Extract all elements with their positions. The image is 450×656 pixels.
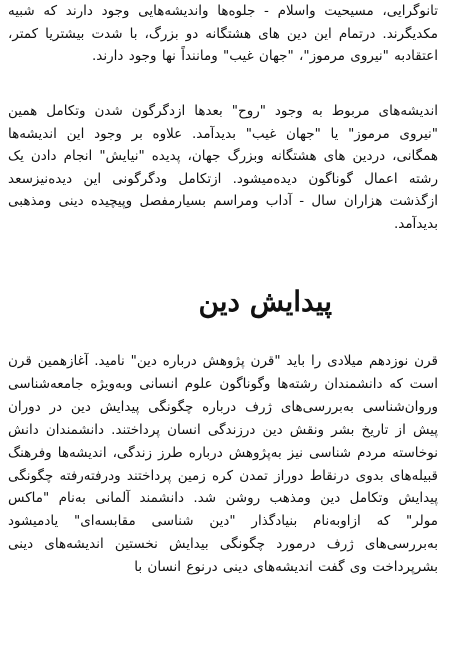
paragraph-3: قرن نوزدهم میلادی را باید "قرن پژوهش درباره دین" نامید. آغازهمین قرن است که دانشمندان رشته‌ها وگوناگون علوم انسانی وبه‌ویژه جامعه‌شناسی وروان‌شناسی به‌بررسی‌های ژرف درباره چگونگی پیدایش دین در دوران پیش از تاریخ بشر ونقش دین درزندگی انسان پرداختند. دانشمندان دانش نوخاسته مردم شناسی نیز به‌پژوهش درباره طرز زندگی، اندیشه‌ها وفرهنگ قبیله‌های بدوی درنقاط دوراز تمدن کره زمین پرداختند ودرفته‌رفته چگونگی پیدایش وتکامل دین ومذهب روشن شد. دانشمند آلمانی به‌نام "ماکس مولر" که ازاوبه‌نام بنیادگذار "دین شناسی مقابسه‌ای" یادمیشود به‌بررسی‌های ژرف درمورد چگونگی بیدایش نخستین اندیشه‌های دینی بشرپرداخت وی گفت اندیشه‌های دینی درنوع انسان با	[8, 353, 438, 576]
paragraph-1: تانوگرایی، مسیحیت واسلام - جلوه‌ها واندیشه‌هایی وجود دارند که شبیه مکدیگرند. درتمام این دین های هشتگانه دو بزرگ، با شدت بیشتریا کمتر، اعتقادبه "نیروی مرموز"، "جهان غیب" وماننداً نها وجود دارند.	[8, 3, 438, 65]
section-heading: پیدایش دین	[198, 285, 332, 318]
paragraph-2: اندیشه‌های مربوط به وجود "روح" بعدها ازدگرگون شدن وتکامل همین "نیروی مرموز" یا "جهان غیب" بدیدآمد. علاوه بر وجود این اندیشه‌ها همگانی، دردین های هشتگانه وبزرگ جهان، پدیده "نیایش" انجام دادن یک رشته اعمال گوناگون دیده‌میشود. ازتکامل ودگرگونی این دیده‌نیزسعد ازگذشت هزاران سال - آداب ومراسم بسیارمفصل وپیچیده دینی ومذهبی بدیدآمد.	[8, 103, 438, 232]
